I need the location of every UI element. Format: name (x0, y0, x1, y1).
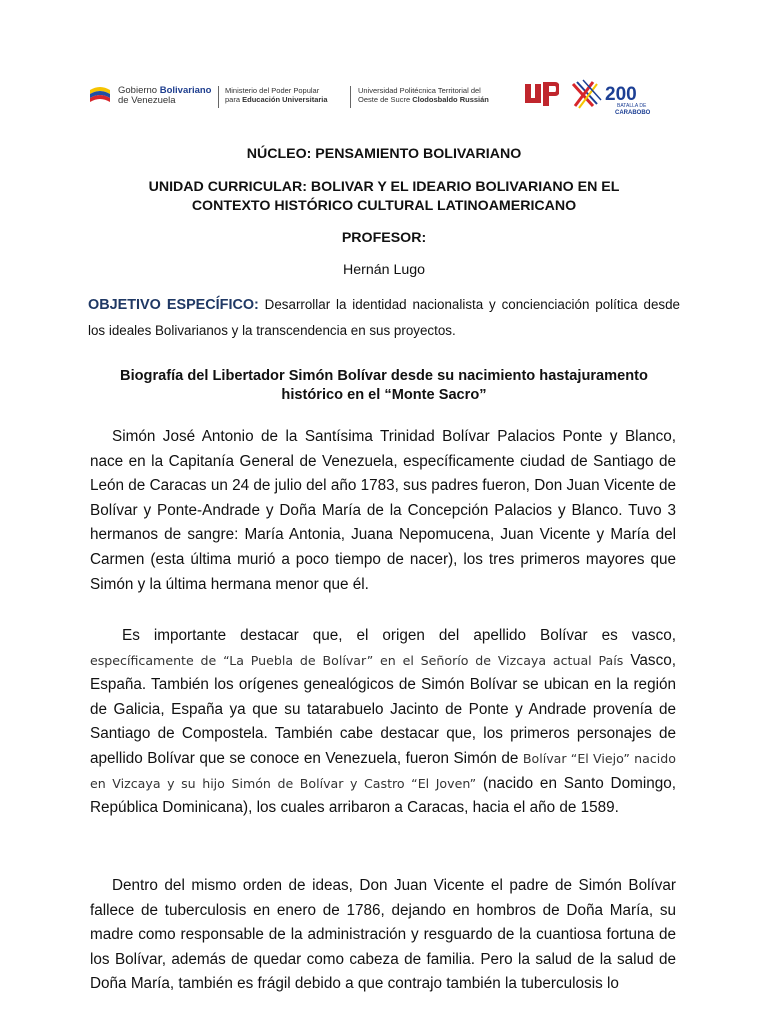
objetivo-text: Desarrollar la identidad nacionalista y concienciación política desde los ideales Bolivarianos y la transcendencia en sus proyectos. (88, 297, 681, 338)
bicentenario-pattern-icon (573, 80, 601, 108)
objetivo-label: OBJETIVO ESPECÍFICO: (88, 297, 259, 313)
paragraph-2: Es importante destacar que, el origen del apellido Bolívar es vasco, específicamente de “La Puebla de Bolívar” en el Señorío de Vizcaya actual País Vasco, España. También los orígenes genealógicos de Simón Bolívar se ubican en la región de Galicia, España ya que su tatarabuelo Jacinto de Ponte y Andrade provenía de Santiago de Compostela. También cabe destacar que, los primeros personajes de apellido Bolívar que se conoce en Venezuela, fueron Simón de Bolívar “El Viejo” nacido en Vizcaya y su hijo Simón de Bolívar y Castro “El Joven” (nacido en Santo Domingo, República Dominicana), los cuales arribaron a Caracas, hacia el año de 1589. (90, 627, 676, 817)
universidad-text: Universidad Politécnica Territorial del Oeste de Sucre Clodosbaldo Russián (358, 86, 489, 104)
gobierno-text: Gobierno Bolivariano de Venezuela (118, 85, 212, 106)
paragraph-3: Dentro del mismo orden de ideas, Don Juan Vicente el padre de Simón Bolívar fallece de tuberculosis en enero de 1786, dejando en hombros de Doña María, su madre como responsable de la administración y resguardo de la cuantiosa fortuna de los Bolívar, además de quedar como cabeza de familia. Pero la salud de la salud de Doña María, también es frágil debido a que contrajo también la tuberculosis lo (90, 877, 676, 993)
upt-logo-icon (523, 80, 559, 110)
ministerio-text: Ministerio del Poder Popular para Educación Universitaria (225, 86, 328, 104)
bio-title-line-1: Biografía del Libertador Simón Bolívar desde su nacimiento hastajuramento (120, 368, 648, 384)
objetivo-especifico (88, 292, 680, 343)
bicentenario-number: 200 (605, 84, 637, 105)
paragraph-1: Simón José Antonio de la Santísima Trinidad Bolívar Palacios Ponte y Blanco, nace en la Capitanía General de Venezuela, específicamente ciudad de Santiago de León de Caracas un 24 de julio del año 1783, sus padres fueron, Don Juan Vicente de Bolívar y Ponte-Andrade y Doña María de la Concepción Palacios y Blanco. Tuvo 3 hermanos de sangre: María Antonia, Juana Nepomucena, Juan Vicente y María del Carmen (esta última murió a poco tiempo de nacer), los tres primeros mayores que Simón y la última hermana menor que él. (90, 428, 676, 593)
bio-title-line-2: histórico en el “Monte Sacro” (281, 387, 487, 403)
profesor-label: PROFESOR: (341, 230, 427, 246)
unidad-curricular-heading (96, 178, 672, 216)
gobierno-bolivariano-logo (86, 82, 222, 112)
logo-divider (218, 86, 219, 108)
nucleo-heading: NÚCLEO: PENSAMIENTO BOLIVARIANO (246, 146, 522, 162)
bicentenario-line1: BATALLA DE (617, 103, 647, 109)
logo-divider (350, 86, 351, 108)
venezuela-flag-icon (88, 84, 112, 108)
biography-title (88, 367, 680, 405)
institutional-logo-band (86, 76, 686, 118)
unidad-line-1: UNIDAD CURRICULAR: BOLIVAR Y EL IDEARIO BOLIVARIANO EN EL (148, 179, 620, 195)
unidad-line-2: CONTEXTO HISTÓRICO CULTURAL LATINOAMERICANO (191, 198, 577, 214)
profesor-name: Hernán Lugo (342, 262, 426, 278)
bicentenario-carabobo-logo (571, 76, 661, 116)
bicentenario-line2: CARABOBO (615, 110, 651, 116)
